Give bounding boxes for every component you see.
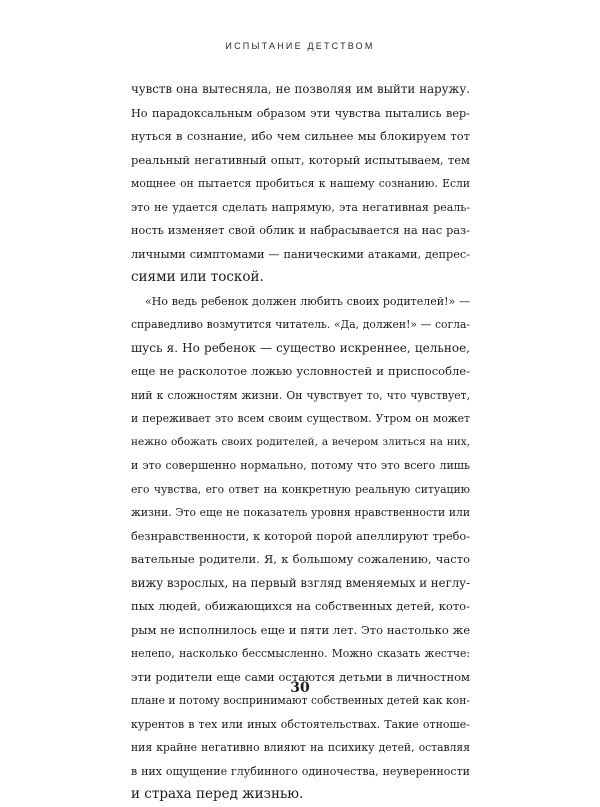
- text-line: нелепо, насколько бессмысленно. Можно сказать жестче:: [131, 647, 470, 660]
- text-line: безнравственности, к которой порой апеллируют требо-: [131, 529, 470, 543]
- text-line: и переживает это всем своим существом. Утром он может: [131, 412, 470, 425]
- running-head: ИСПЫТАНИЕ ДЕТСТВОМ: [225, 41, 375, 51]
- text-line: еще не расколотое ложью условностей и приспособле-: [131, 364, 470, 378]
- text-line: пых людей, обижающихся на собственных детей, кото-: [131, 599, 470, 613]
- text-line: ность изменяет свой облик и набрасывается на нас раз-: [131, 224, 470, 237]
- text-line: нежно обожать своих родителей, а вечером злиться на них,: [131, 435, 470, 448]
- text-line: сиями или тоской.: [131, 269, 264, 285]
- text-line: «Но ведь ребенок должен любить своих родителей!» —: [145, 294, 470, 308]
- text-line: в них ощущение глубинного одиночества, неуверенности: [131, 764, 470, 778]
- text-line: это не удается сделать напрямую, эта негативная реаль-: [131, 200, 470, 214]
- text-line: вижу взрослых, на первый взгляд вменяемых и неглу-: [131, 575, 471, 590]
- text-line: шусь я. Но ребенок — существо искреннее, цельное,: [131, 340, 470, 355]
- text-line: реальный негативный опыт, который испытываем, тем: [131, 152, 470, 167]
- text-line: вательные родители. Я, к большому сожалению, часто: [131, 552, 470, 566]
- text-line: ния крайне негативно влияют на психику детей, оставляя: [131, 741, 470, 754]
- text-line: Но парадоксальным образом эти чувства пытались вер-: [131, 106, 470, 120]
- page-number: 30: [290, 680, 310, 696]
- text-line: плане и потому воспринимают собственных детей как кон-: [131, 694, 470, 707]
- text-line: мощнее он пытается пробиться к нашему сознанию. Если: [131, 177, 470, 190]
- text-line: эти родители еще сами остаются детьми в личностном: [131, 669, 470, 684]
- text-line: и страха перед жизнью.: [131, 786, 304, 802]
- text-line: ний к сложностям жизни. Он чувствует то, что чувствует,: [131, 388, 470, 402]
- text-line: чувств она вытесняла, не позволяя им выйти наружу.: [131, 82, 470, 96]
- text-line: и это совершенно нормально, потому что это всего лишь: [131, 459, 470, 472]
- body-text: [131, 78, 470, 807]
- text-line: личными симптомами — паническими атаками, депрес-: [131, 247, 470, 261]
- text-line: нуться в сознание, ибо чем сильнее мы блокируем тот: [131, 129, 470, 143]
- text-line: его чувства, его ответ на конкретную реальную ситуацию: [131, 482, 470, 496]
- text-line: рым не исполнилось еще и пяти лет. Это настолько же: [131, 622, 470, 637]
- text-line: жизни. Это еще не показатель уровня нравственности или: [131, 506, 470, 519]
- text-line: справедливо возмутится читатель. «Да, должен!» — согла-: [131, 318, 470, 331]
- text-line: курентов в тех или иных обстоятельствах. Такие отноше-: [131, 717, 470, 731]
